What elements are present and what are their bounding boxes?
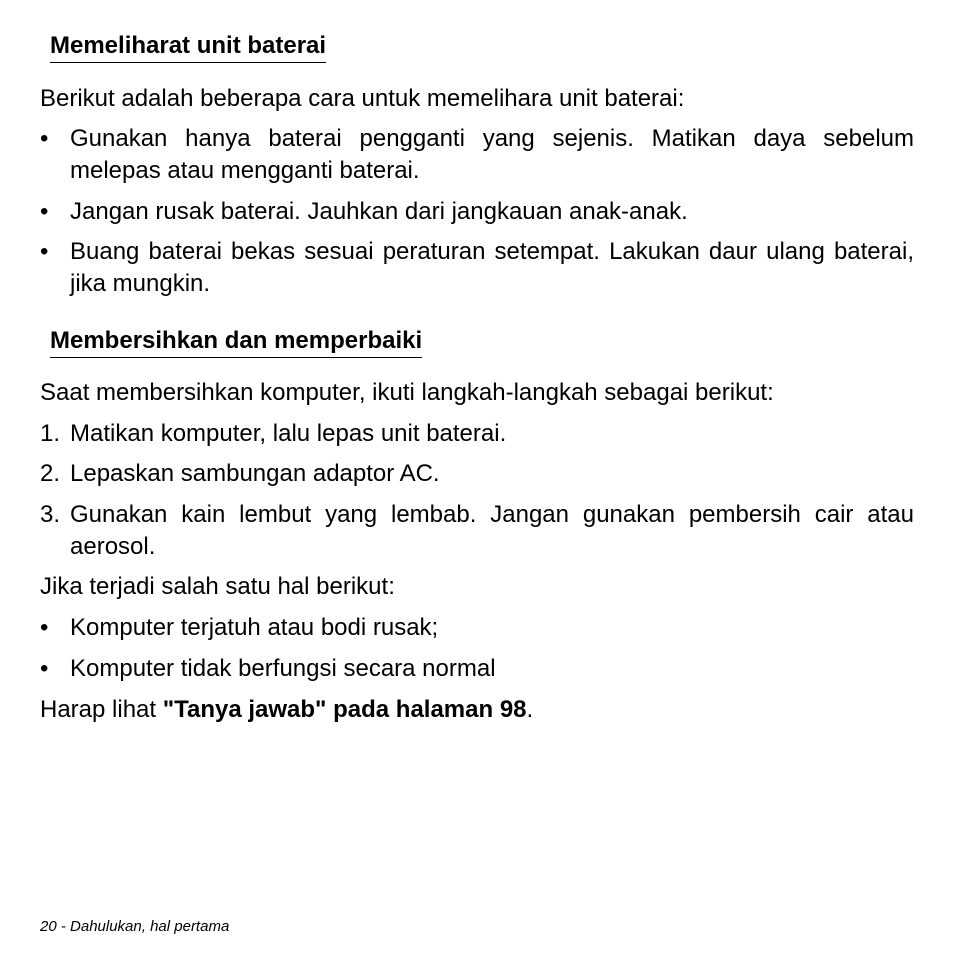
- bullet-marker: •: [40, 238, 49, 265]
- bullet-text: Komputer tidak berfungsi secara normal: [70, 655, 496, 682]
- step-text: Gunakan kain lembut yang lembab. Jangan gunakan pembersih cair atau aerosol.: [70, 501, 914, 560]
- condition-bullet-2: [40, 653, 914, 685]
- reference-suffix: .: [526, 696, 534, 723]
- bullet-marker: •: [40, 125, 49, 152]
- reference-link[interactable]: "Tanya jawab" pada halaman 98: [162, 696, 527, 723]
- reference-paragraph: [40, 694, 914, 726]
- step-text: Lepaskan sambungan adaptor AC.: [70, 460, 440, 487]
- page-footer: 20 - Dahulukan, hal pertama: [40, 918, 230, 935]
- battery-bullet-1: [40, 123, 914, 187]
- step-number: 2.: [40, 460, 61, 487]
- bullet-text: Buang baterai bekas sesuai peraturan setempat. Lakukan daur ulang baterai, jika mungkin.: [70, 238, 914, 297]
- reference-prefix: Harap lihat: [40, 696, 163, 723]
- document-page: [40, 0, 914, 954]
- cleaning-intro: Saat membersihkan komputer, ikuti langkah-langkah sebagai berikut:: [40, 379, 774, 406]
- step-text: Matikan komputer, lalu lepas unit baterai.: [70, 420, 507, 447]
- bullet-marker: •: [40, 198, 49, 225]
- cleaning-step-3: [40, 499, 914, 563]
- bullet-marker: •: [40, 655, 49, 682]
- section-heading-cleaning: Membersihkan dan memperbaiki: [50, 327, 422, 358]
- cleaning-step-1: [40, 418, 914, 450]
- battery-intro: Berikut adalah beberapa cara untuk memelihara unit baterai:: [40, 85, 685, 112]
- bullet-text: Jangan rusak baterai. Jauhkan dari jangkauan anak-anak.: [70, 198, 688, 225]
- section-heading-battery: Memeliharat unit baterai: [50, 32, 326, 63]
- bullet-text: Gunakan hanya baterai pengganti yang sejenis. Matikan daya sebelum melepas atau mengganti baterai.: [70, 125, 914, 184]
- condition-bullet-1: [40, 612, 914, 644]
- battery-bullet-3: [40, 236, 914, 300]
- battery-bullet-2: [40, 196, 914, 228]
- condition-intro: Jika terjadi salah satu hal berikut:: [40, 573, 395, 600]
- bullet-text: Komputer terjatuh atau bodi rusak;: [70, 614, 439, 641]
- step-number: 3.: [40, 501, 61, 528]
- bullet-marker: •: [40, 614, 49, 641]
- step-number: 1.: [40, 420, 61, 447]
- cleaning-step-2: [40, 458, 914, 490]
